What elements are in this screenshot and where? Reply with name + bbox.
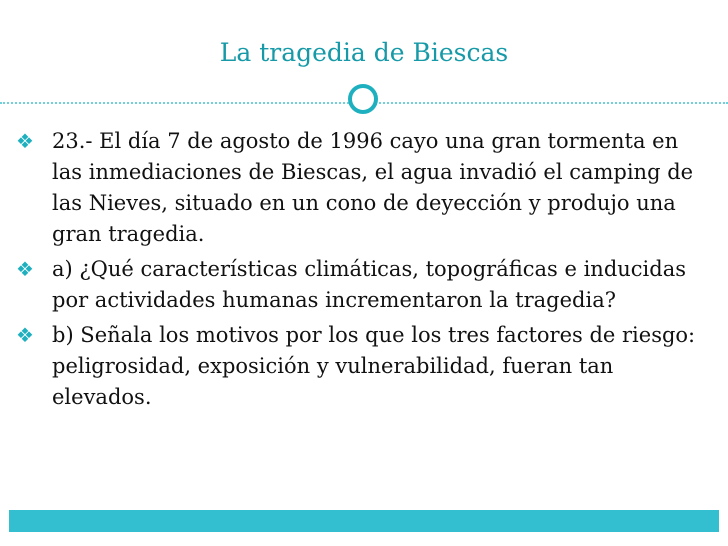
bullet-item — [16, 126, 706, 250]
bullet-item-text: b) Señala los motivos por los que los tres factores de riesgo: peligrosidad, exposición y vulnerabilidad, fueran tan elevados. — [52, 323, 696, 409]
bullet-item-text: a) ¿Qué características climáticas, topográficas e inducidas por actividades humanas incrementaron la tragedia? — [52, 257, 687, 312]
diamond-bullet-icon: ❖ — [16, 257, 34, 281]
bullet-item — [16, 320, 706, 413]
diamond-bullet-icon: ❖ — [16, 323, 34, 347]
footer-accent-bar — [9, 510, 719, 532]
divider-circle-icon — [348, 84, 378, 114]
bullet-item-text: 23.- El día 7 de agosto de 1996 cayo una gran tormenta en las inmediaciones de Biescas, el agua invadió el camping de las Nieves, situado en un cono de deyección y produjo una gran tragedia. — [52, 129, 694, 246]
bullet-item — [16, 254, 706, 316]
bullet-list — [16, 126, 706, 417]
slide-title: La tragedia de Biescas — [219, 38, 509, 67]
diamond-bullet-icon: ❖ — [16, 129, 34, 153]
